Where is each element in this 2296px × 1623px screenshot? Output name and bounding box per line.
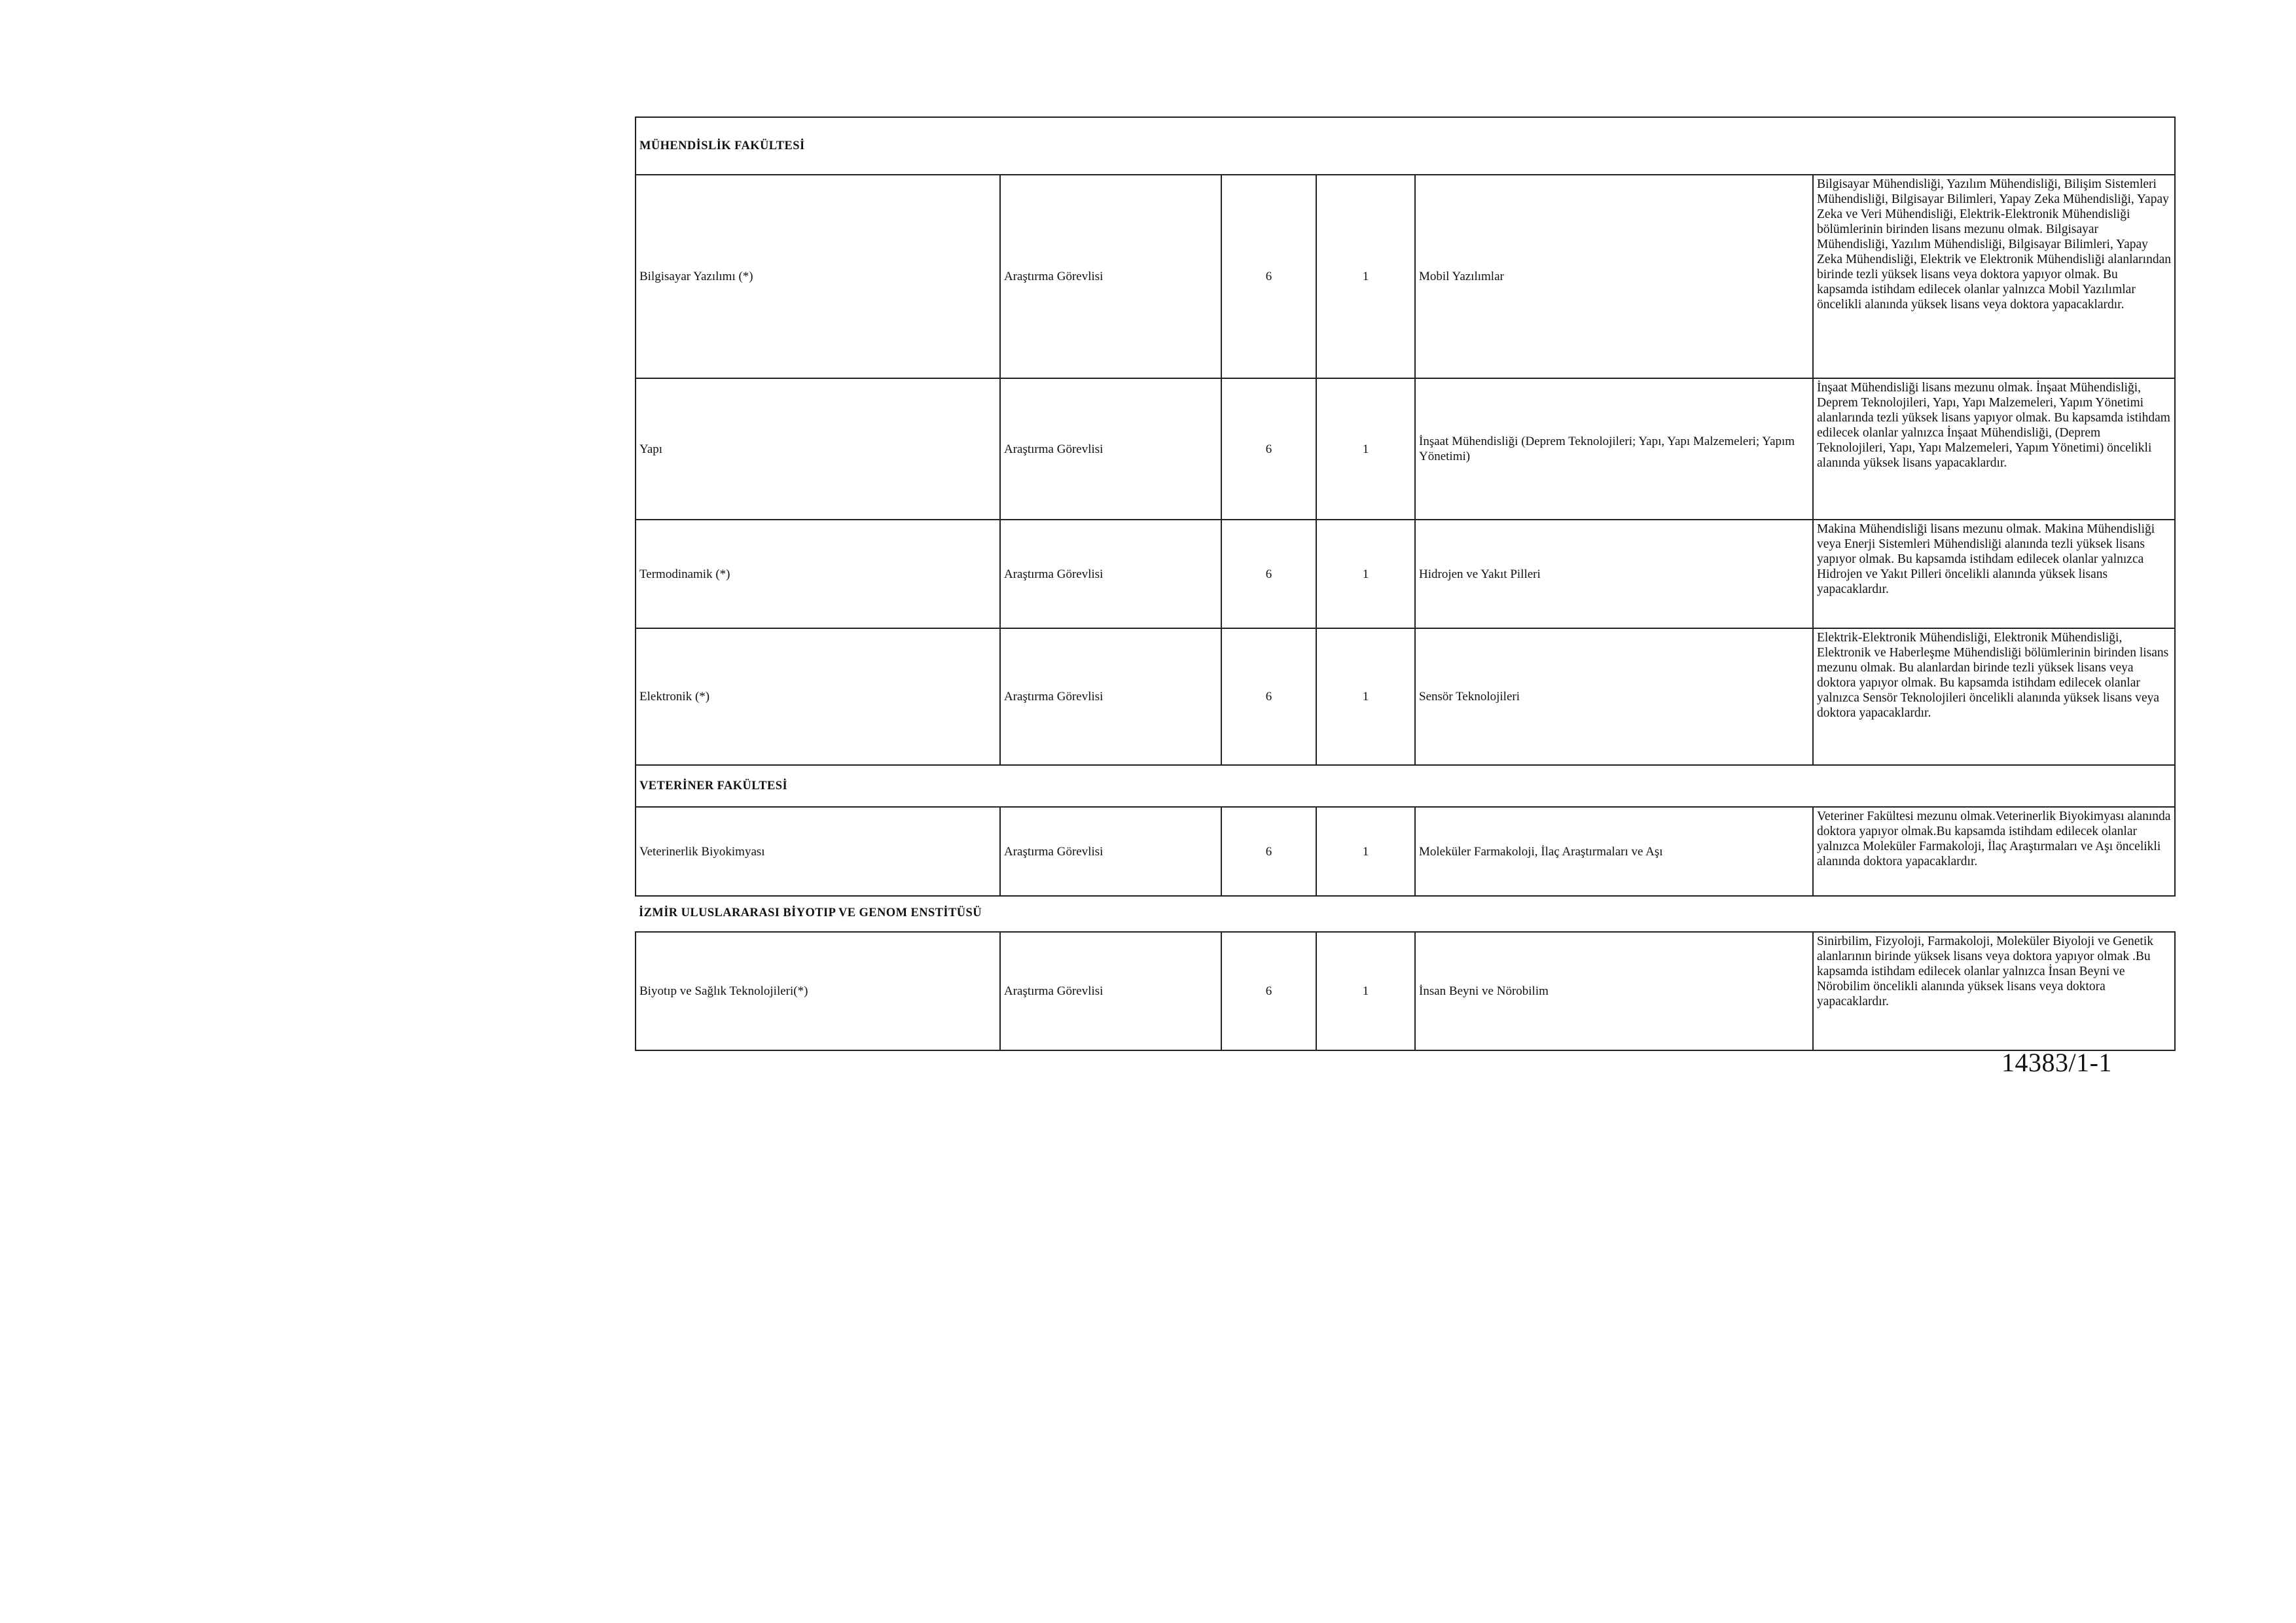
position-cell: Araştırma Görevlisi	[1000, 807, 1221, 896]
requirements-cell: İnşaat Mühendisliği lisans mezunu olmak. İnşaat Mühendisliği, Deprem Teknolojileri, Yapı, Yapı Malzemeleri, Yapım Yönetimi alanlarında tezli yüksek lisans yapıyor olmak. Bu kapsamda istihdam edilecek olanlar yalnızca İnşaat Mühendisliği, (Deprem Teknolojileri, Yapı, Yapı Malzemeleri, Yapım Yönetimi) öncelikli alanında yüksek lisans yapacaklardır.	[1813, 378, 2175, 520]
department-cell: Termodinamik (*)	[636, 520, 1000, 628]
count-cell: 1	[1316, 628, 1415, 765]
requirements-cell: Bilgisayar Mühendisliği, Yazılım Mühendisliği, Bilişim Sistemleri Mühendisliği, Bilgisayar Bilimleri, Yapay Zeka Mühendisliği, Yapay Zeka ve Veri Mühendisliği, Elektrik-Elektronik Mühendisliği bölümlerinin birinden lisans mezunu olmak. Bilgisayar Mühendisliği, Yazılım Mühendisliği, Bilgisayar Bilimleri, Yapay Zeka Mühendisliği, Elektrik ve Elektronik Mühendisliği alanlarından birinde tezli yüksek lisans veya doktora yapıyor olmak. Bu kapsamda istihdam edilecek olanlar yalnızca Mobil Yazılımlar öncelikli alanında yüksek lisans veya doktora yapacaklardır.	[1813, 175, 2175, 378]
department-cell: Yapı	[636, 378, 1000, 520]
table-row	[636, 628, 2175, 765]
count-cell: 1	[1316, 520, 1415, 628]
field-cell: Moleküler Farmakoloji, İlaç Araştırmaları ve Aşı	[1415, 807, 1813, 896]
department-cell: Elektronik (*)	[636, 628, 1000, 765]
degree-cell: 6	[1221, 378, 1316, 520]
position-cell: Araştırma Görevlisi	[1000, 932, 1221, 1050]
position-cell: Araştırma Görevlisi	[1000, 520, 1221, 628]
degree-cell: 6	[1221, 175, 1316, 378]
positions-table	[635, 116, 2176, 1051]
degree-cell: 6	[1221, 628, 1316, 765]
section-title: VETERİNER FAKÜLTESİ	[636, 765, 2175, 807]
count-cell: 1	[1316, 932, 1415, 1050]
table-row	[636, 932, 2175, 1050]
department-cell: Biyotıp ve Sağlık Teknolojileri(*)	[636, 932, 1000, 1050]
count-cell: 1	[1316, 807, 1415, 896]
table-row	[636, 520, 2175, 628]
requirements-cell: Elektrik-Elektronik Mühendisliği, Elektronik Mühendisliği, Elektronik ve Haberleşme Mühendisliği bölümlerinin birinden lisans mezunu olmak. Bu alanlardan birinde tezli yüksek lisans veya doktora yapıyor olmak. Bu kapsamda istihdam edilecek olanlar yalnızca Sensör Teknolojileri öncelikli alanında yüksek lisans veya doktora yapacaklardır.	[1813, 628, 2175, 765]
degree-cell: 6	[1221, 932, 1316, 1050]
requirements-cell: Sinirbilim, Fizyoloji, Farmakoloji, Moleküler Biyoloji ve Genetik alanlarının birinde yüksek lisans veya doktora yapıyor olmak .Bu kapsamda istihdam edilecek olanlar yalnızca İnsan Beyni ve Nörobilim öncelikli alanında yüksek lisans veya doktora yapacaklardır.	[1813, 932, 2175, 1050]
table-row	[636, 175, 2175, 378]
table-row	[636, 807, 2175, 896]
count-cell: 1	[1316, 378, 1415, 520]
department-cell: Bilgisayar Yazılımı (*)	[636, 175, 1000, 378]
requirements-cell: Makina Mühendisliği lisans mezunu olmak. Makina Mühendisliği veya Enerji Sistemleri Mühendisliği alanında tezli yüksek lisans yapıyor olmak. Bu kapsamda istihdam edilecek olanlar yalnızca Hidrojen ve Yakıt Pilleri öncelikli alanında yüksek lisans yapacaklardır.	[1813, 520, 2175, 628]
field-cell: Hidrojen ve Yakıt Pilleri	[1415, 520, 1813, 628]
requirements-cell: Veteriner Fakültesi mezunu olmak.Veterinerlik Biyokimyası alanında doktora yapıyor olmak.Bu kapsamda istihdam edilecek olanlar yalnızca Moleküler Farmakoloji, İlaç Araştırmaları ve Aşı öncelikli alanında doktora yapacaklardır.	[1813, 807, 2175, 896]
page-reference-number: 14383/1-1	[2001, 1048, 2112, 1077]
section-title: MÜHENDİSLİK FAKÜLTESİ	[636, 117, 2175, 175]
position-cell: Araştırma Görevlisi	[1000, 175, 1221, 378]
degree-cell: 6	[1221, 520, 1316, 628]
count-cell: 1	[1316, 175, 1415, 378]
section-title: İZMİR ULUSLARARASI BİYOTIP VE GENOM ENSTİTÜSÜ	[639, 906, 982, 919]
field-cell: Mobil Yazılımlar	[1415, 175, 1813, 378]
section-header-row	[636, 896, 2175, 929]
degree-cell: 6	[1221, 807, 1316, 896]
table-row	[636, 378, 2175, 520]
field-cell: Sensör Teknolojileri	[1415, 628, 1813, 765]
department-cell: Veterinerlik Biyokimyası	[636, 807, 1000, 896]
field-cell: İnsan Beyni ve Nörobilim	[1415, 932, 1813, 1050]
section-header-row	[636, 765, 2175, 807]
section-header-row	[636, 117, 2175, 175]
field-cell: İnşaat Mühendisliği (Deprem Teknolojileri; Yapı, Yapı Malzemeleri; Yapım Yönetimi)	[1415, 378, 1813, 520]
position-cell: Araştırma Görevlisi	[1000, 378, 1221, 520]
position-cell: Araştırma Görevlisi	[1000, 628, 1221, 765]
